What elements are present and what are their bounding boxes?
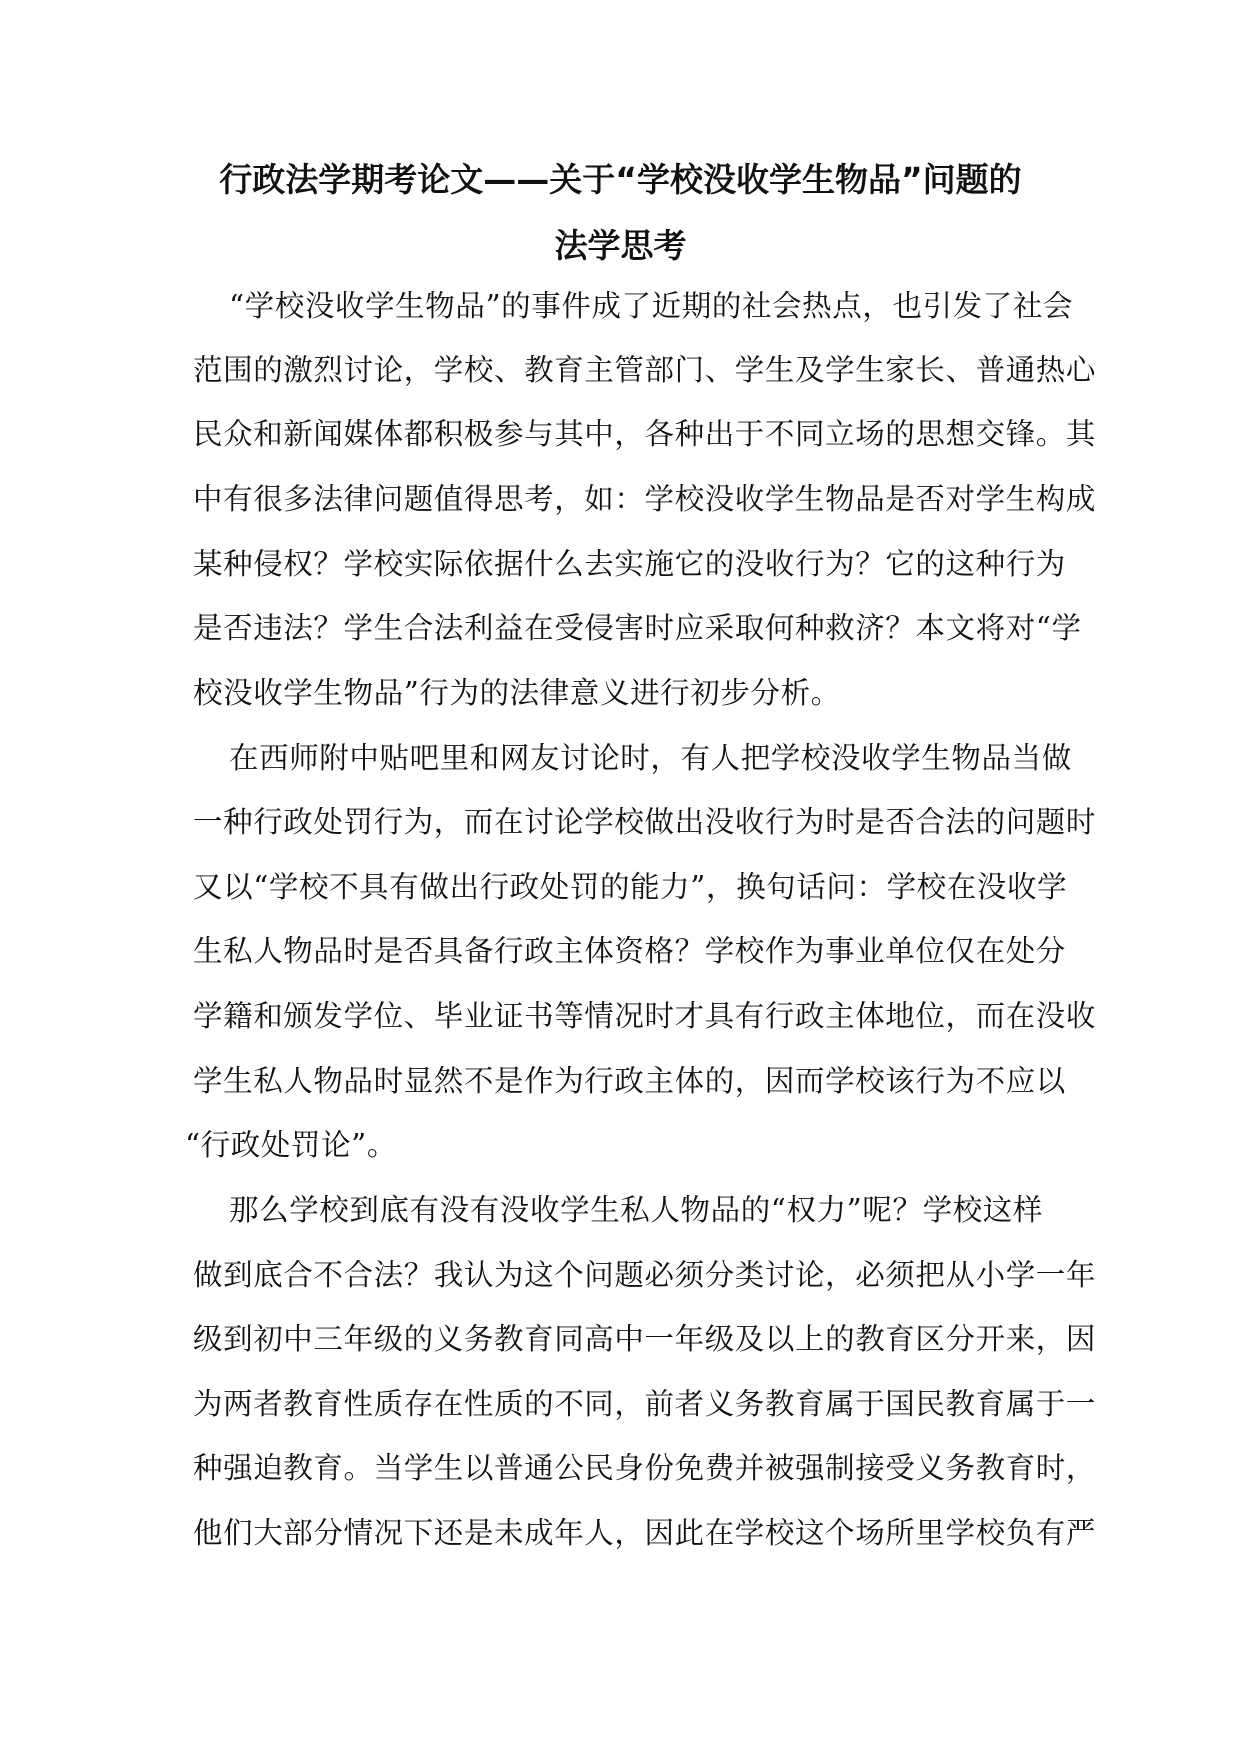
paragraph-line: 一种行政处罚行为，而在讨论学校做出没收行为时是否合法的问题时 [193, 805, 1097, 839]
paragraph-line: 学籍和颁发学位、毕业证书等情况时才具有行政主体地位，而在没收 [193, 999, 1097, 1033]
paragraph-line: 他们大部分情况下还是未成年人，因此在学校这个场所里学校负有严 [193, 1516, 1097, 1550]
paragraph-line: “行政处罚论”。 [185, 1128, 397, 1162]
paragraph-line: 校没收学生物品”行为的法律意义进行初步分析。 [193, 676, 841, 710]
paragraph-line: “学校没收学生物品”的事件成了近期的社会热点，也引发了社会 [229, 289, 1074, 323]
paragraph-line: 某种侵权？学校实际依据什么去实施它的没收行为？它的这种行为 [193, 547, 1066, 581]
paragraph-line: 为两者教育性质存在性质的不同，前者义务教育属于国民教育属于一 [193, 1387, 1097, 1421]
paragraph-line: 民众和新闻媒体都积极参与其中，各种出于不同立场的思想交锋。其 [193, 417, 1097, 451]
paragraph-line: 那么学校到底有没有没收学生私人物品的“权力”呢？学校这样 [229, 1193, 1043, 1227]
paragraph-line: 种强迫教育。当学生以普通公民身份免费并被强制接受义务教育时， [193, 1451, 1097, 1485]
paragraph-line: 做到底合不合法？我认为这个问题必须分类讨论，必须把从小学一年 [193, 1258, 1097, 1292]
paragraph-line: 级到初中三年级的义务教育同高中一年级及以上的教育区分开来，因 [193, 1322, 1097, 1356]
paragraph-line: 又以“学校不具有做出行政处罚的能力”，换句话问：学校在没收学 [193, 870, 1068, 904]
paragraph-line: 学生私人物品时显然不是作为行政主体的，因而学校该行为不应以 [193, 1064, 1066, 1098]
paragraph-line: 中有很多法律问题值得思考，如：学校没收学生物品是否对学生构成 [193, 482, 1097, 516]
paragraph-line: 生私人物品时是否具备行政主体资格？学校作为事业单位仅在处分 [193, 934, 1066, 968]
paragraph-line: 是否违法？学生合法利益在受侵害时应采取何种救济？本文将对“学 [193, 611, 1082, 645]
paragraph-line: 在西师附中贴吧里和网友讨论时，有人把学校没收学生物品当做 [229, 741, 1072, 775]
paragraph-line: 范围的激烈讨论，学校、教育主管部门、学生及学生家长、普通热心 [193, 353, 1097, 387]
document-title-line-1: 行政法学期考论文——关于“学校没收学生物品”问题的 [219, 160, 1022, 199]
document-title-line-2: 法学思考 [554, 226, 687, 265]
